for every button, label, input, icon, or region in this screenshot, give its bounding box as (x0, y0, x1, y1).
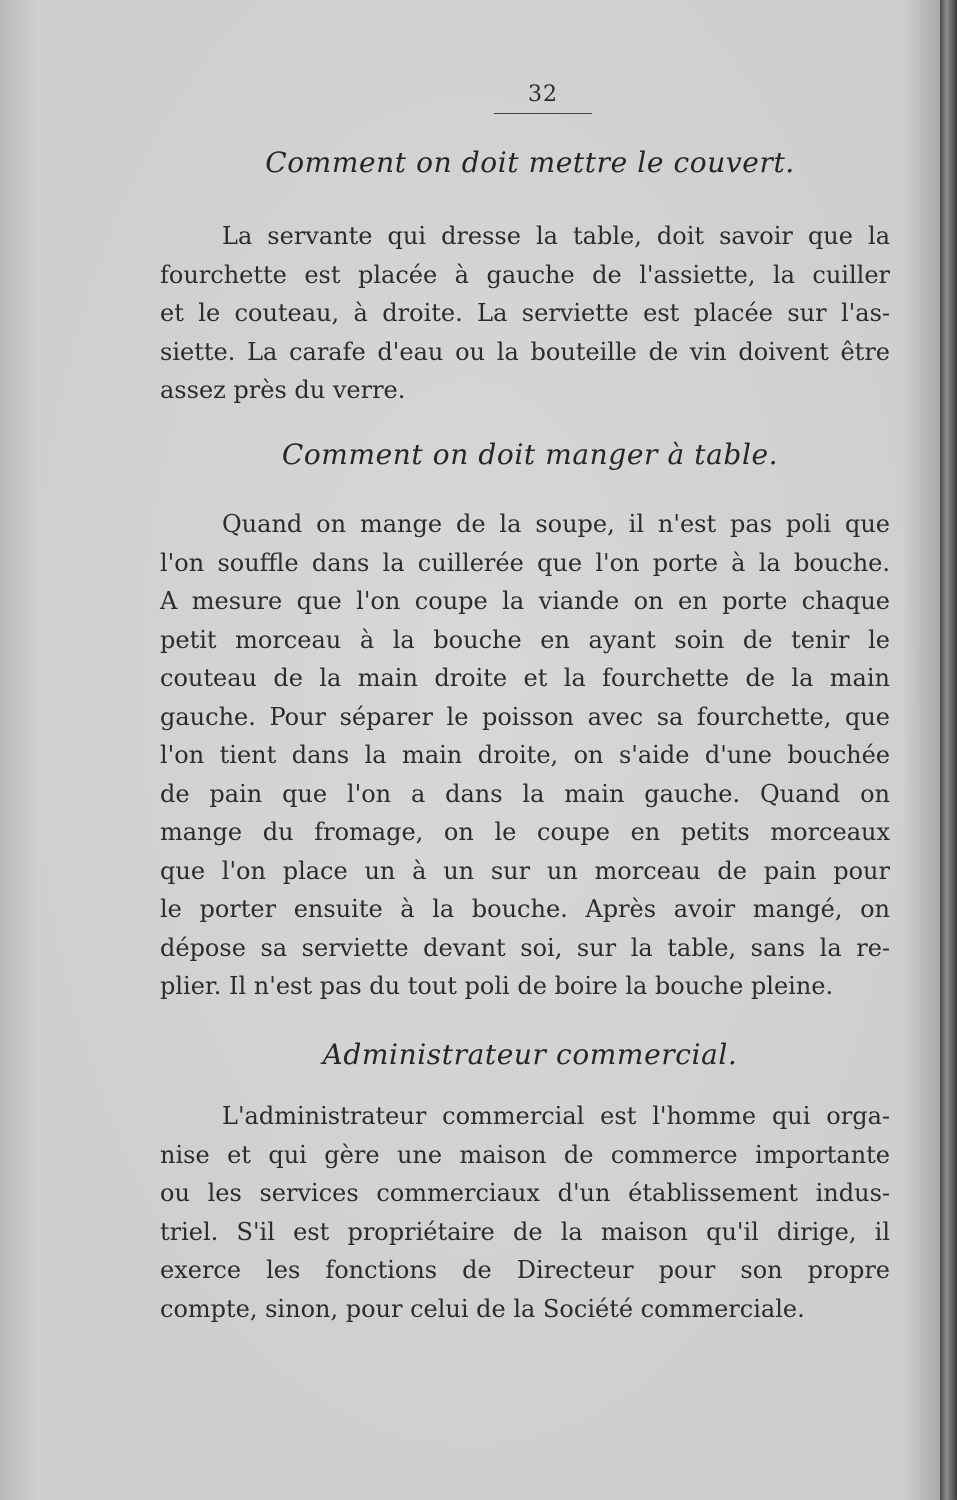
page-number-rule (494, 113, 592, 114)
text-line: siette. La carafe d'eau ou la bouteille de vin doivent être (160, 337, 890, 366)
text-line: l'on tient dans la main droite, on s'aide d'une bouchée (160, 741, 890, 769)
text-line: plier. Il n'est pas du tout poli de boire la bouche pleine. (160, 972, 834, 1000)
text-line: triel. S'il est propriétaire de la maison qu'il dirige, il (160, 1217, 890, 1246)
text-line: Quand on mange de la soupe, il n'est pas poli que (222, 510, 890, 538)
text-line: que l'on place un à un sur un morceau de pain pour (160, 856, 890, 885)
text-line: gauche. Pour séparer le poisson avec sa fourchette, que (160, 702, 890, 731)
text-line: de pain que l'on a dans la main gauche. Quand on (160, 779, 890, 808)
section-heading-couvert: Comment on doit mettre le couvert. (265, 146, 795, 179)
text-line: couteau de la main droite et la fourchette de la main (160, 664, 890, 692)
paragraph-administrateur (160, 1097, 890, 1328)
text-line: petit morceau à la bouche en ayant soin de tenir le (160, 625, 890, 654)
text-line: assez près du verre. (160, 376, 406, 404)
paragraph-manger (160, 505, 890, 1006)
text-line: compte, sinon, pour celui de la Société commerciale. (160, 1294, 805, 1323)
text-line: La servante qui dresse la table, doit savoir que la (222, 222, 890, 250)
section-heading-administrateur: Administrateur commercial. (322, 1038, 738, 1071)
text-line: dépose sa serviette devant soi, sur la table, sans la re- (160, 933, 890, 962)
page-number: 32 (528, 82, 558, 107)
text-line: A mesure que l'on coupe la viande on en porte chaque (160, 587, 890, 615)
text-line: nise et qui gère une maison de commerce importante (160, 1140, 890, 1169)
text-line: fourchette est placée à gauche de l'assiette, la cuiller (160, 260, 890, 289)
text-line: ou les services commerciaux d'un établissement indus- (160, 1179, 890, 1207)
text-line: L'administrateur commercial est l'homme qui orga- (222, 1102, 890, 1130)
book-edge (940, 0, 957, 1500)
text-line: le porter ensuite à la bouche. Après avoir mangé, on (160, 895, 890, 923)
paragraph-couvert (160, 217, 890, 410)
text-line: et le couteau, à droite. La serviette est placée sur l'as- (160, 299, 890, 327)
text-line: l'on souffle dans la cuillerée que l'on porte à la bouche. (160, 548, 890, 577)
text-line: mange du fromage, on le coupe en petits morceaux (160, 818, 890, 846)
section-heading-manger: Comment on doit manger à table. (281, 438, 779, 471)
text-line: exerce les fonctions de Directeur pour son propre (160, 1256, 890, 1284)
